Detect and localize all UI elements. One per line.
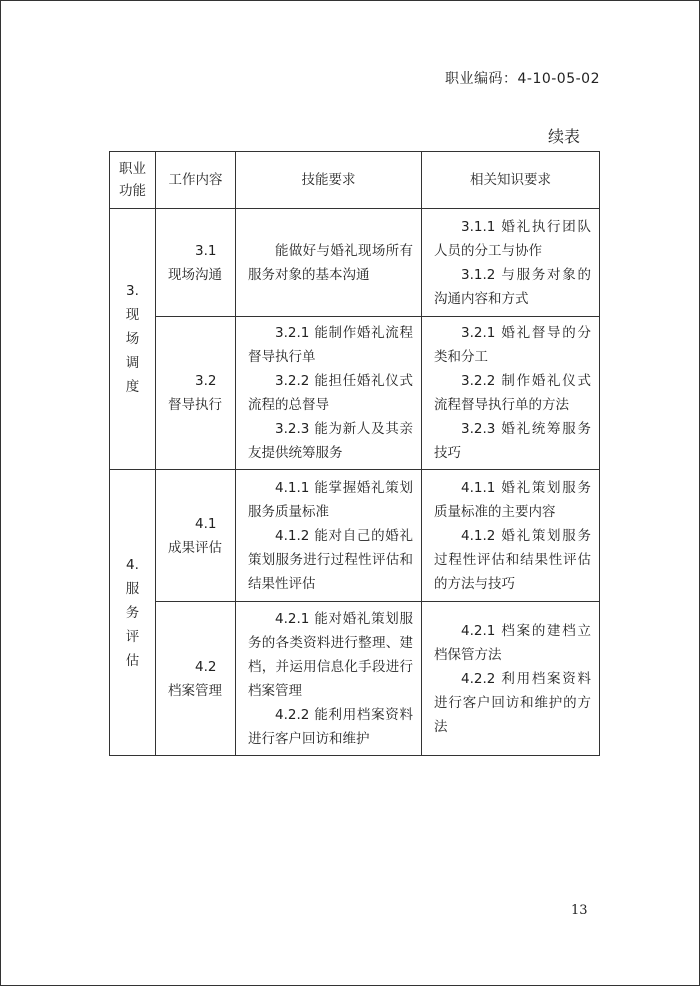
skills-cell <box>236 470 422 602</box>
header-function-line1: 职业 <box>119 161 146 177</box>
knowledge-item: 3.2.2 制作婚礼仪式流程督导执行单的方法 <box>434 373 591 413</box>
skill-item: 4.2.1 能对婚礼策划服务的各类资料进行整理、建档，并运用信息化手段进行档案管理 <box>248 610 413 699</box>
function-number: 3. <box>126 283 139 299</box>
knowledge-item: 4.1.2 婚礼策划服务过程性评估和结果性评估的方法与技巧 <box>434 527 591 592</box>
knowledge-item: 4.2.1 档案的建档立档保管方法 <box>434 622 591 663</box>
function-char: 现 <box>125 307 140 323</box>
skill-item: 能做好与婚礼现场所有服务对象的基本沟通 <box>248 242 413 283</box>
table-row <box>110 470 600 602</box>
knowledge-item: 3.1.2 与服务对象的沟通内容和方式 <box>434 266 591 307</box>
work-content-cell <box>156 317 236 470</box>
table-header-row <box>110 152 600 209</box>
header-skills: 技能要求 <box>236 152 422 209</box>
knowledge-cell <box>422 317 600 470</box>
table-row <box>110 209 600 317</box>
function-cell-3 <box>110 209 156 470</box>
skills-cell <box>236 317 422 470</box>
work-content-cell <box>156 470 236 602</box>
function-cell-4 <box>110 470 156 756</box>
knowledge-cell <box>422 209 600 317</box>
work-content-cell <box>156 602 236 756</box>
work-content-cell <box>156 209 236 317</box>
work-content: 4.1 成果评估 <box>168 515 222 556</box>
page-number: 13 <box>571 903 588 918</box>
function-char: 服 <box>125 580 140 597</box>
work-content: 4.2 档案管理 <box>168 658 222 699</box>
knowledge-item: 3.1.1 婚礼执行团队人员的分工与协作 <box>434 218 591 259</box>
work-content: 3.2 督导执行 <box>168 373 222 413</box>
function-char: 估 <box>125 652 140 669</box>
skill-item: 3.2.3 能为新人及其亲友提供统筹服务 <box>248 421 413 461</box>
function-number: 4. <box>126 556 139 573</box>
skills-cell <box>236 209 422 317</box>
table-row <box>110 317 600 470</box>
skill-item: 4.2.2 能利用档案资料进行客户回访和维护 <box>248 706 413 747</box>
header-function <box>110 152 156 209</box>
skill-item: 4.1.2 能对自己的婚礼策划服务进行过程性评估和结果性评估 <box>248 527 413 592</box>
skill-item: 3.2.1 能制作婚礼流程督导执行单 <box>248 325 413 365</box>
occupation-code: 职业编码：4-10-05-02 <box>444 71 600 87</box>
function-char: 度 <box>125 379 140 395</box>
skills-cell <box>236 602 422 756</box>
table-row <box>110 602 600 756</box>
continued-label: 续表 <box>548 127 581 146</box>
header-function-line2: 功能 <box>119 183 146 199</box>
knowledge-item: 3.2.1 婚礼督导的分类和分工 <box>434 325 591 365</box>
function-char: 场 <box>125 331 140 347</box>
knowledge-item: 4.2.2 利用档案资料进行客户回访和维护的方法 <box>434 670 591 735</box>
function-char: 调 <box>125 355 140 371</box>
header-content: 工作内容 <box>156 152 236 209</box>
competency-table <box>109 151 600 756</box>
skill-item: 3.2.2 能担任婚礼仪式流程的总督导 <box>248 373 413 413</box>
knowledge-item: 3.2.3 婚礼统筹服务技巧 <box>434 421 591 461</box>
knowledge-cell <box>422 602 600 756</box>
function-char: 评 <box>125 628 140 645</box>
work-content: 3.1 现场沟通 <box>168 242 222 283</box>
function-char: 务 <box>125 604 140 621</box>
knowledge-item: 4.1.1 婚礼策划服务质量标准的主要内容 <box>434 479 591 520</box>
header-knowledge: 相关知识要求 <box>422 152 600 209</box>
knowledge-cell <box>422 470 600 602</box>
skill-item: 4.1.1 能掌握婚礼策划服务质量标准 <box>248 479 413 520</box>
